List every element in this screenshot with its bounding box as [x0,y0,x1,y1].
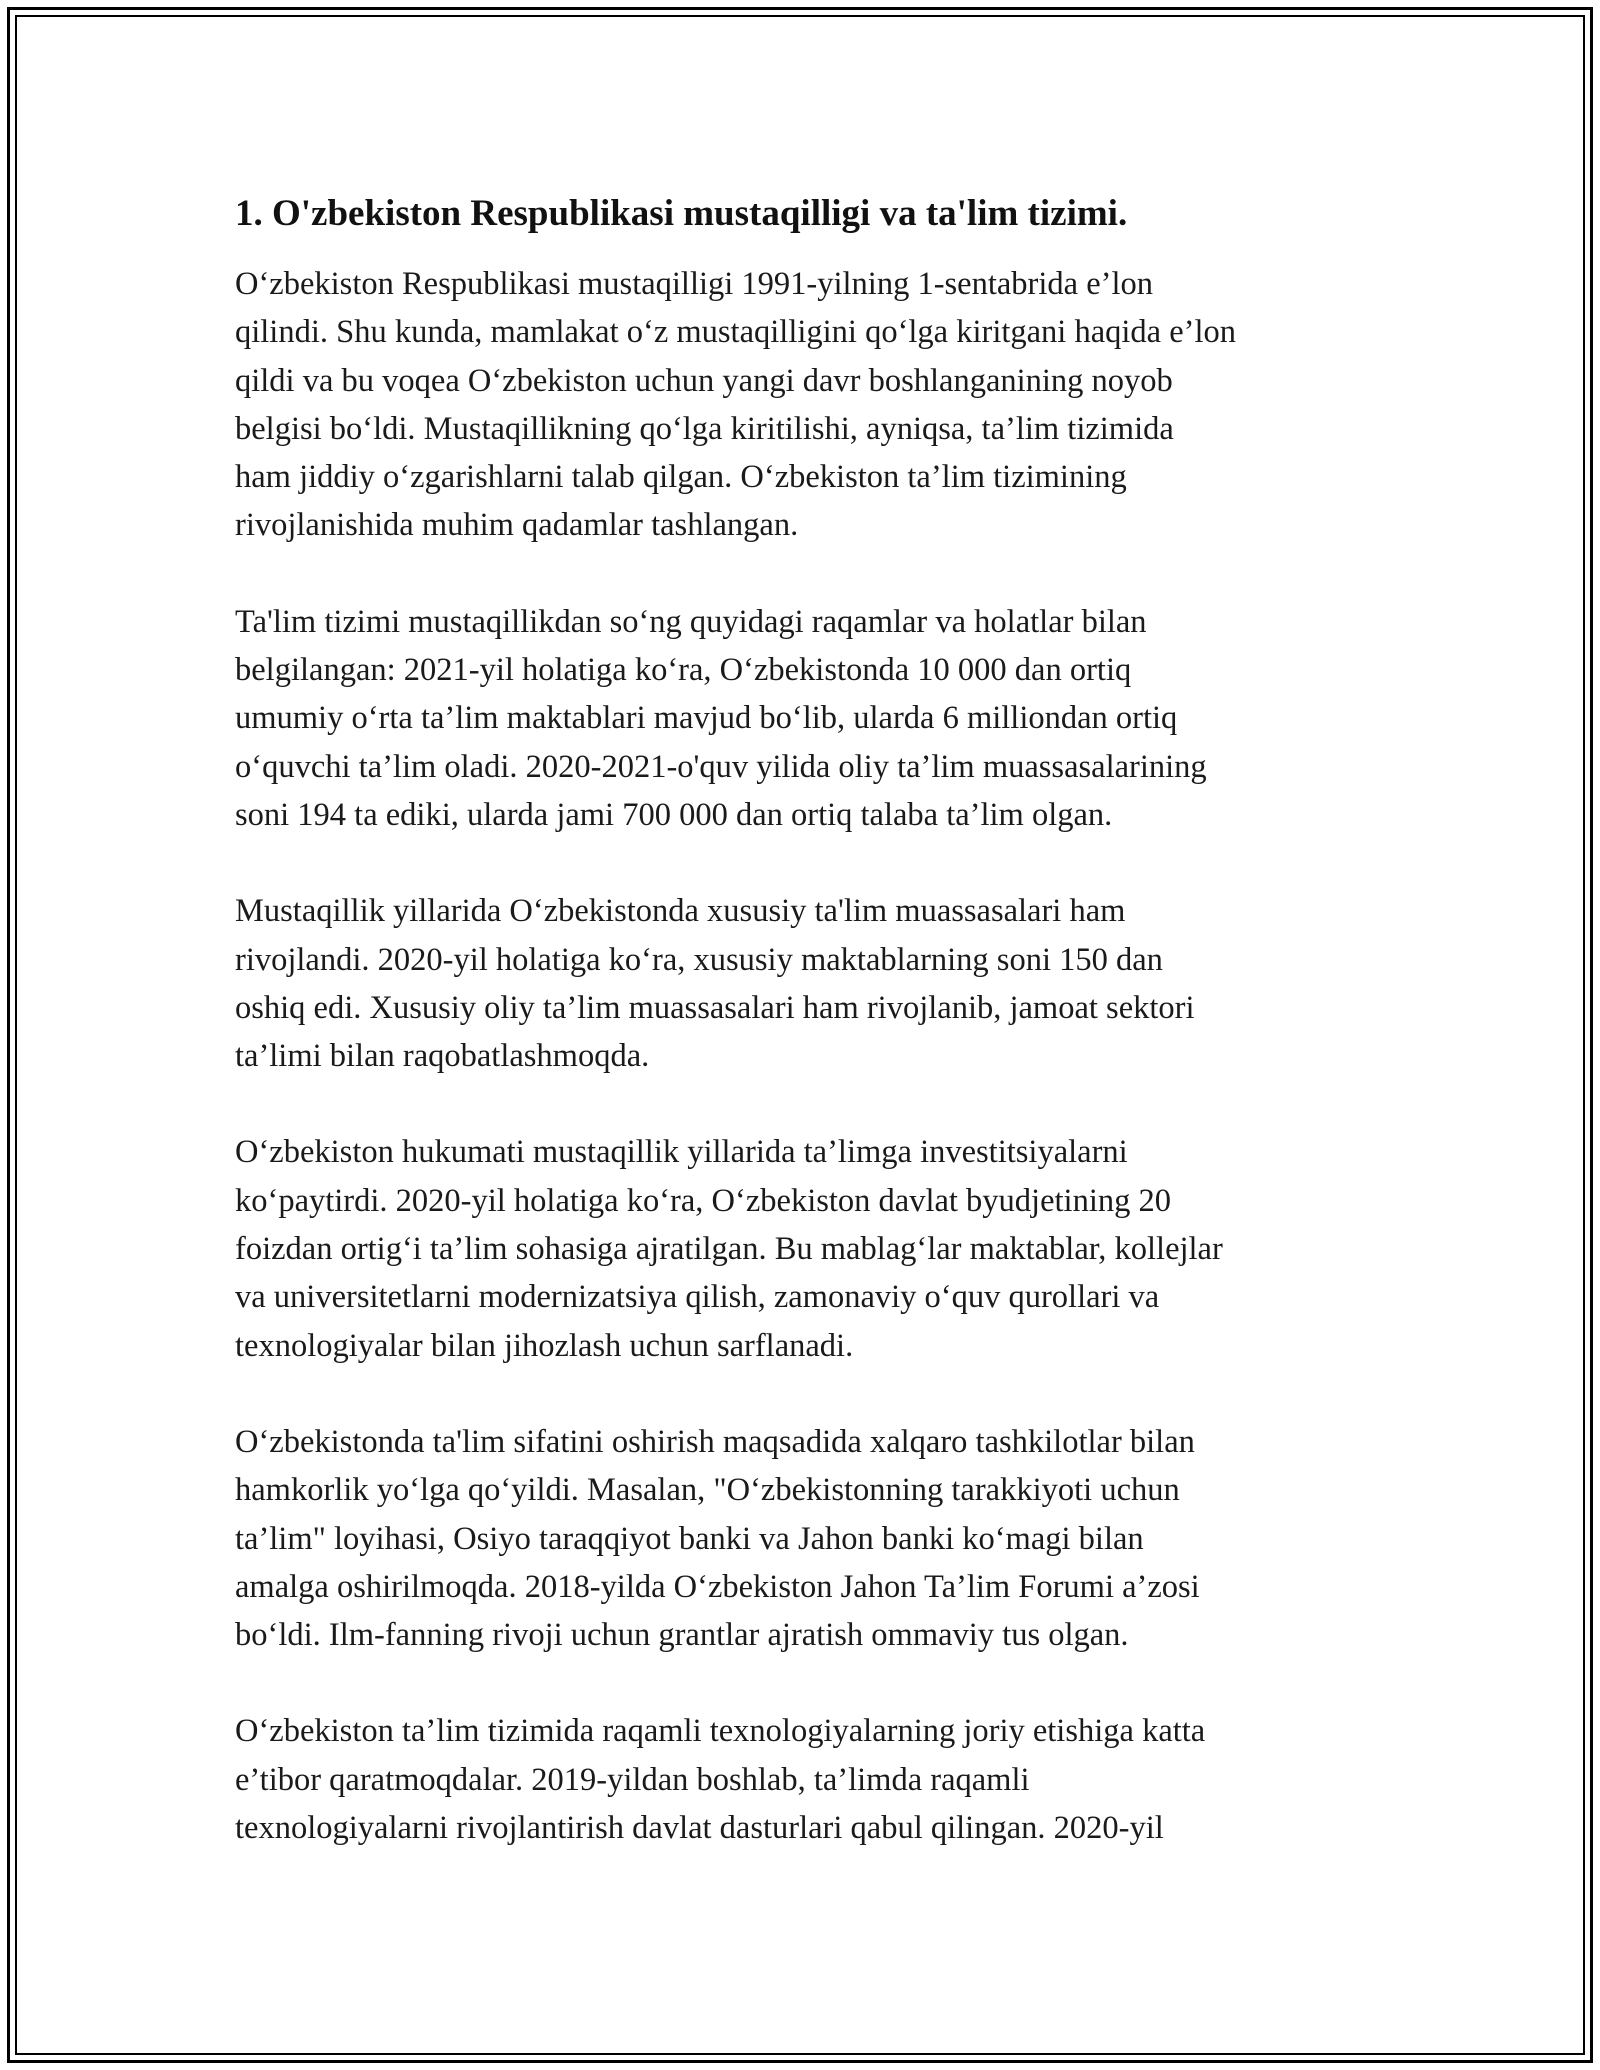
paragraph-line: belgisi bo‘ldi. Mustaqillikning qo‘lga kiritilishi, ayniqsa, ta’lim tizimida [235,410,1174,447]
paragraph-line: amalga oshirilmoqda. 2018-yilda O‘zbekiston Jahon Ta’lim Forumi a’zosi [235,1568,1200,1605]
paragraph-line: foizdan ortig‘i ta’lim sohasiga ajratilgan. Bu mablag‘lar maktablar, kollejlar [235,1231,1223,1268]
document-body [235,188,1375,1900]
paragraph-line: hamkorlik yo‘lga qo‘yildi. Masalan, "O‘zbekistonning tarakkiyoti uchun [235,1472,1180,1509]
paragraph-line: texnologiyalar bilan jihozlash uchun sarflanadi. [235,1327,854,1364]
paragraph-line: texnologiyalarni rivojlantirish davlat dasturlari qabul qilingan. 2020-yil [235,1810,1164,1847]
section-title: 1. O'zbekiston Respublikasi mustaqilligi va ta'lim tizimi. [235,193,1128,234]
paragraph-line: ko‘paytirdi. 2020-yil holatiga ko‘ra, O‘zbekiston davlat byudjetining 20 [235,1182,1171,1219]
paragraph-digital-technologies [235,1707,1375,1852]
paragraph-international-cooperation [235,1418,1375,1659]
paragraph-line: rivojlanishida muhim qadamlar tashlangan. [235,507,799,544]
paragraph-line: O‘zbekistonda ta'lim sifatini oshirish maqsadida xalqaro tashkilotlar bilan [235,1423,1195,1460]
paragraph-line: O‘zbekiston hukumati mustaqillik yillarida ta’limga investitsiyalarni [235,1134,1128,1171]
paragraph-line: bo‘ldi. Ilm-fanning rivoji uchun grantlar ajratish ommaviy tus olgan. [235,1617,1129,1654]
paragraph-line: O‘zbekiston Respublikasi mustaqilligi 1991-yilning 1-sentabrida e’lon [235,266,1153,302]
paragraph-investment [235,1128,1375,1369]
paragraph-line: e’tibor qaratmoqdalar. 2019-yildan boshlab, ta’limda raqamli [235,1761,1030,1798]
paragraph-line: belgilangan: 2021-yil holatiga ko‘ra, O‘zbekistonda 10 000 dan ortiq [235,652,1132,689]
paragraph-line: soni 194 ta ediki, ularda jami 700 000 dan ortiq talaba ta’lim olgan. [235,796,1113,833]
paragraph-line: umumiy o‘rta ta’lim maktablari mavjud bo‘lib, ularda 6 milliondan ortiq [235,700,1178,737]
paragraph-line: va universitetlarni modernizatsiya qilish, zamonaviy o‘quv qurollari va [235,1279,1160,1316]
paragraph-line: qilindi. Shu kunda, mamlakat o‘z mustaqilligini qo‘lga kiritgani haqida e’lon [235,314,1236,351]
paragraph-statistics [235,598,1375,839]
paragraph-independence [235,260,1375,550]
paragraph-line: Mustaqillik yillarida O‘zbekistonda xususiy ta'lim muassasalari ham [235,893,1126,930]
paragraph-line: rivojlandi. 2020-yil holatiga ko‘ra, xususiy maktablarning soni 150 dan [235,941,1163,978]
paragraph-line: ta’limi bilan raqobatlashmoqda. [235,1038,650,1075]
paragraph-line: oshiq edi. Xususiy oliy ta’lim muassasalari ham rivojlanib, jamoat sektori [235,989,1195,1026]
paragraph-line: ham jiddiy o‘zgarishlarni talab qilgan. O‘zbekiston ta’lim tizimining [235,459,1127,496]
paragraph-line: Ta'lim tizimi mustaqillikdan so‘ng quyidagi raqamlar va holatlar bilan [235,603,1147,640]
paragraph-private-education [235,887,1375,1080]
paragraph-line: qildi va bu voqea O‘zbekiston uchun yangi davr boshlanganining noyob [235,362,1173,399]
paragraph-line: O‘zbekiston ta’lim tizimida raqamli texnologiyalarning joriy etishiga katta [235,1713,1206,1750]
paragraph-line: o‘quvchi ta’lim oladi. 2020-2021-o'quv yilida oliy ta’lim muassasalarining [235,748,1207,785]
paragraph-line: ta’lim" loyihasi, Osiyo taraqqiyot banki va Jahon banki ko‘magi bilan [235,1520,1144,1557]
